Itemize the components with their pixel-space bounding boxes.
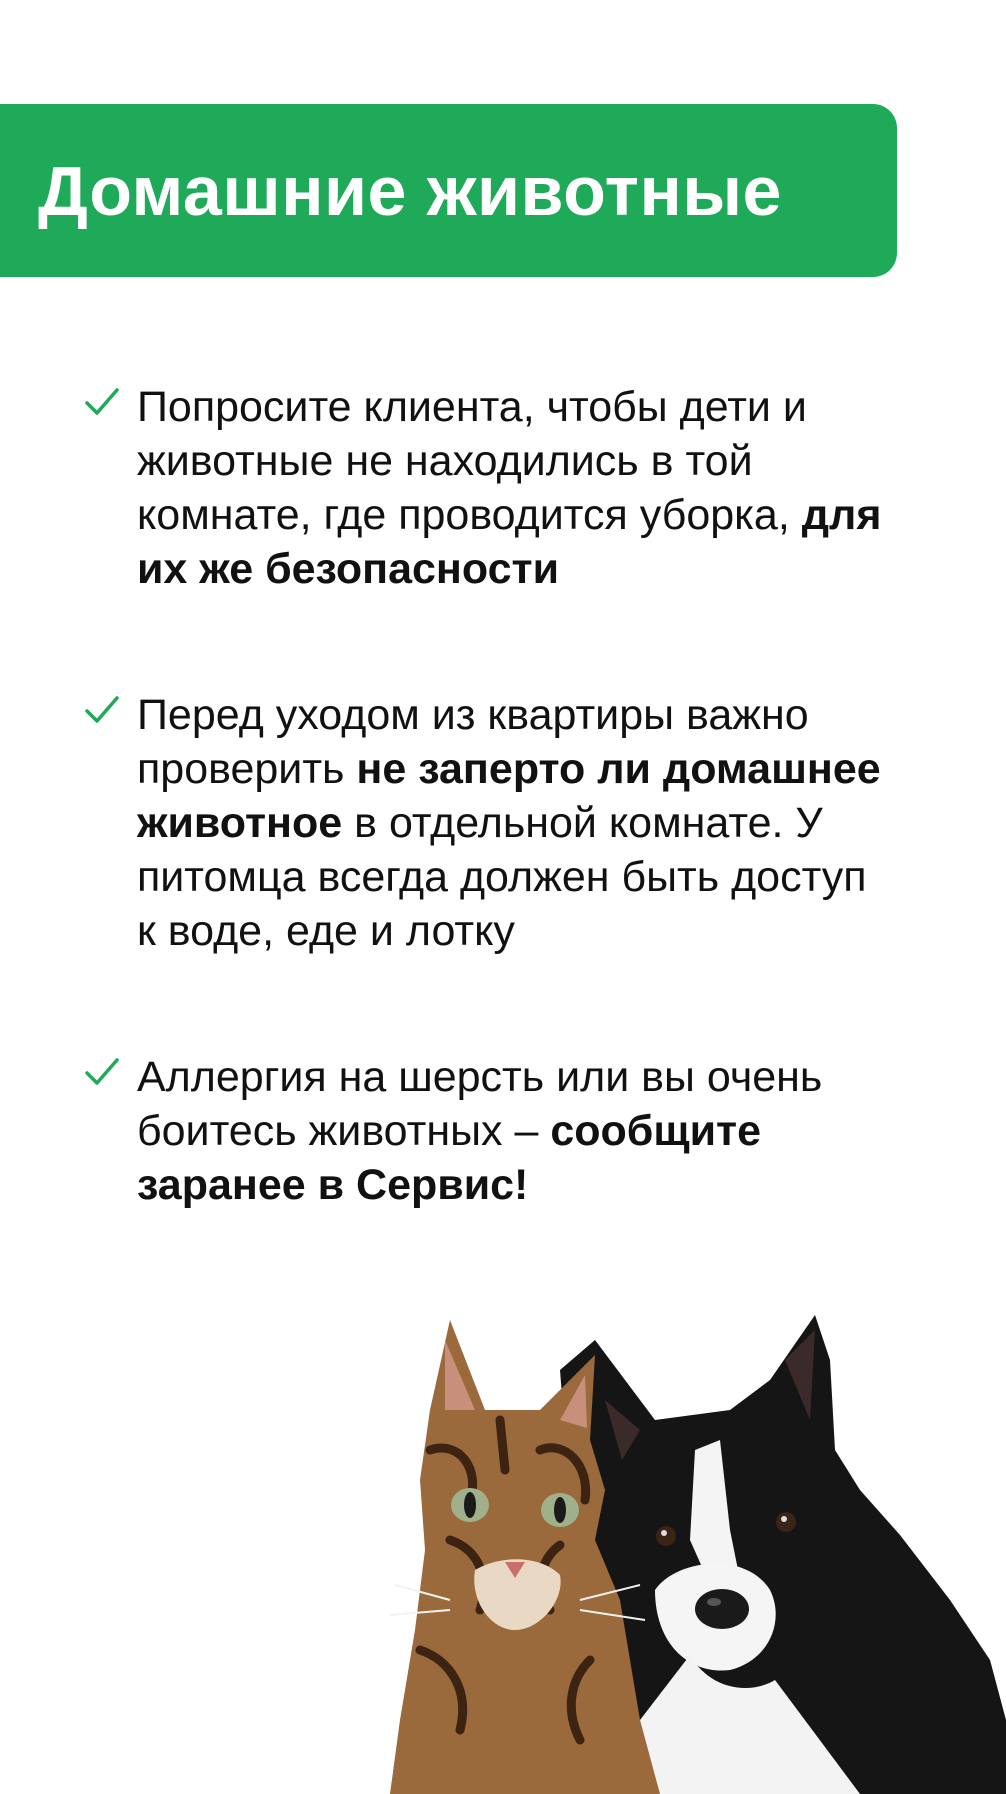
checkmark-icon [84,692,120,728]
header-banner [0,104,897,277]
list-item [84,688,884,958]
list-item [84,380,884,596]
list-item [84,1050,884,1212]
tip-text-bold: сообщите заранее в Сервис! [137,1107,762,1209]
checkmark-icon [84,384,120,420]
tip-text: Перед уходом из квартиры важно проверить [137,691,809,793]
tips-list [84,380,884,1212]
tip-text: в отдельной комнате. У питомца всегда должен быть доступ к воде, еде и лотку [137,799,867,955]
tip-text: Попросите клиента, чтобы дети и животные не находились в той комнате, где проводится уборка, [137,383,807,539]
tip-text-bold: не заперто ли домашнее животное [137,745,881,847]
cat-and-dog-photo [390,1300,1006,1794]
tip-text-bold: для их же безопасности [137,491,882,593]
checkmark-icon [84,1054,120,1090]
tip-text: Аллергия на шерсть или вы очень боитесь животных – [137,1053,823,1155]
page-title: Домашние животные [38,151,782,230]
